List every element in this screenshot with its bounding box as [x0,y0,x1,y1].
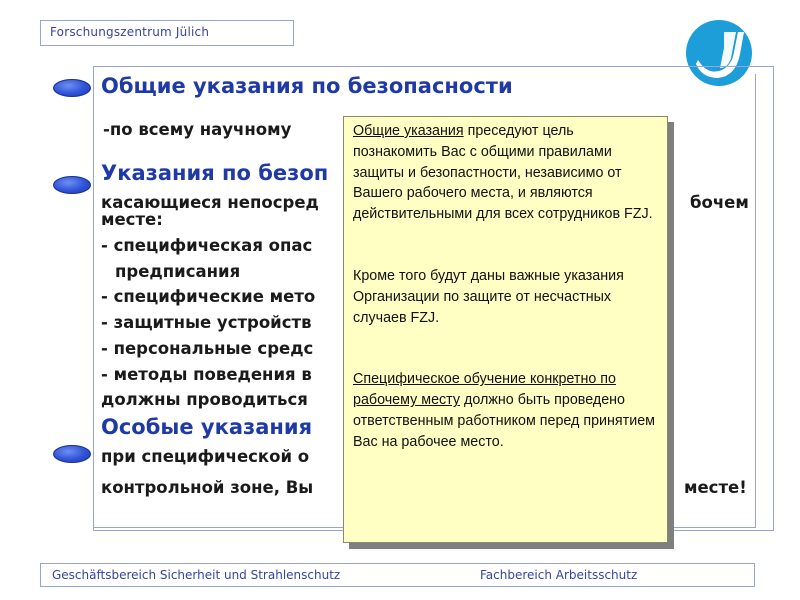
body-line: - специфическая опас [101,236,313,255]
section-bullet [53,445,91,463]
body-line: месте! [684,478,747,497]
section-bullet [53,176,91,194]
popup-paragraph-1 [353,121,659,225]
popup-link-specific: Специфическое обучение конкретно по рабочему месту [353,371,616,409]
body-line: контрольной зоне, Вы [101,478,314,497]
footer-left: Geschäftsbereich Sicherheit und Strahlenschutz [52,568,341,582]
body-line: - защитные устройств [101,313,312,332]
footer-right: Fachbereich Arbeitsschutz [480,568,638,582]
body-line: месте: [101,210,163,229]
body-line: должны проводиться [101,390,308,409]
body-line: касающиеся непосред [101,193,319,212]
section-heading-general: Общие указания по безопасности [101,74,513,98]
body-line: - методы поведения в [101,365,312,384]
body-line: при специфической о [101,447,310,466]
popup-link-general: Общие указания [353,123,464,139]
popup-text: должно быть проведено ответственным работником перед принятием Вас на рабочее место. [353,392,655,450]
body-line: предписания [115,262,241,281]
popup-paragraph-3 [353,369,659,452]
popup-paragraph-2: Кроме того будут даны важные указания Организации по защите от несчастных случаев FZJ. [353,267,624,326]
body-line: - персональные средс [101,339,314,358]
body-line: - специфические мето [101,287,316,306]
section-heading-workplace: Указания по безоп [101,161,329,185]
body-line: -по всему научному [103,120,292,139]
popup-note [343,116,668,543]
section-heading-special: Особые указания [101,415,313,439]
org-name: Forschungszentrum Jülich [50,25,210,39]
body-line: бочем [690,193,749,212]
section-bullet [53,79,91,97]
popup-text: преседуют цель познакомить Вас с общими правилами защиты и безопастности, независимо от Вашего рабочего места, и являются действительными для всех сотрудников FZJ. [353,123,653,223]
